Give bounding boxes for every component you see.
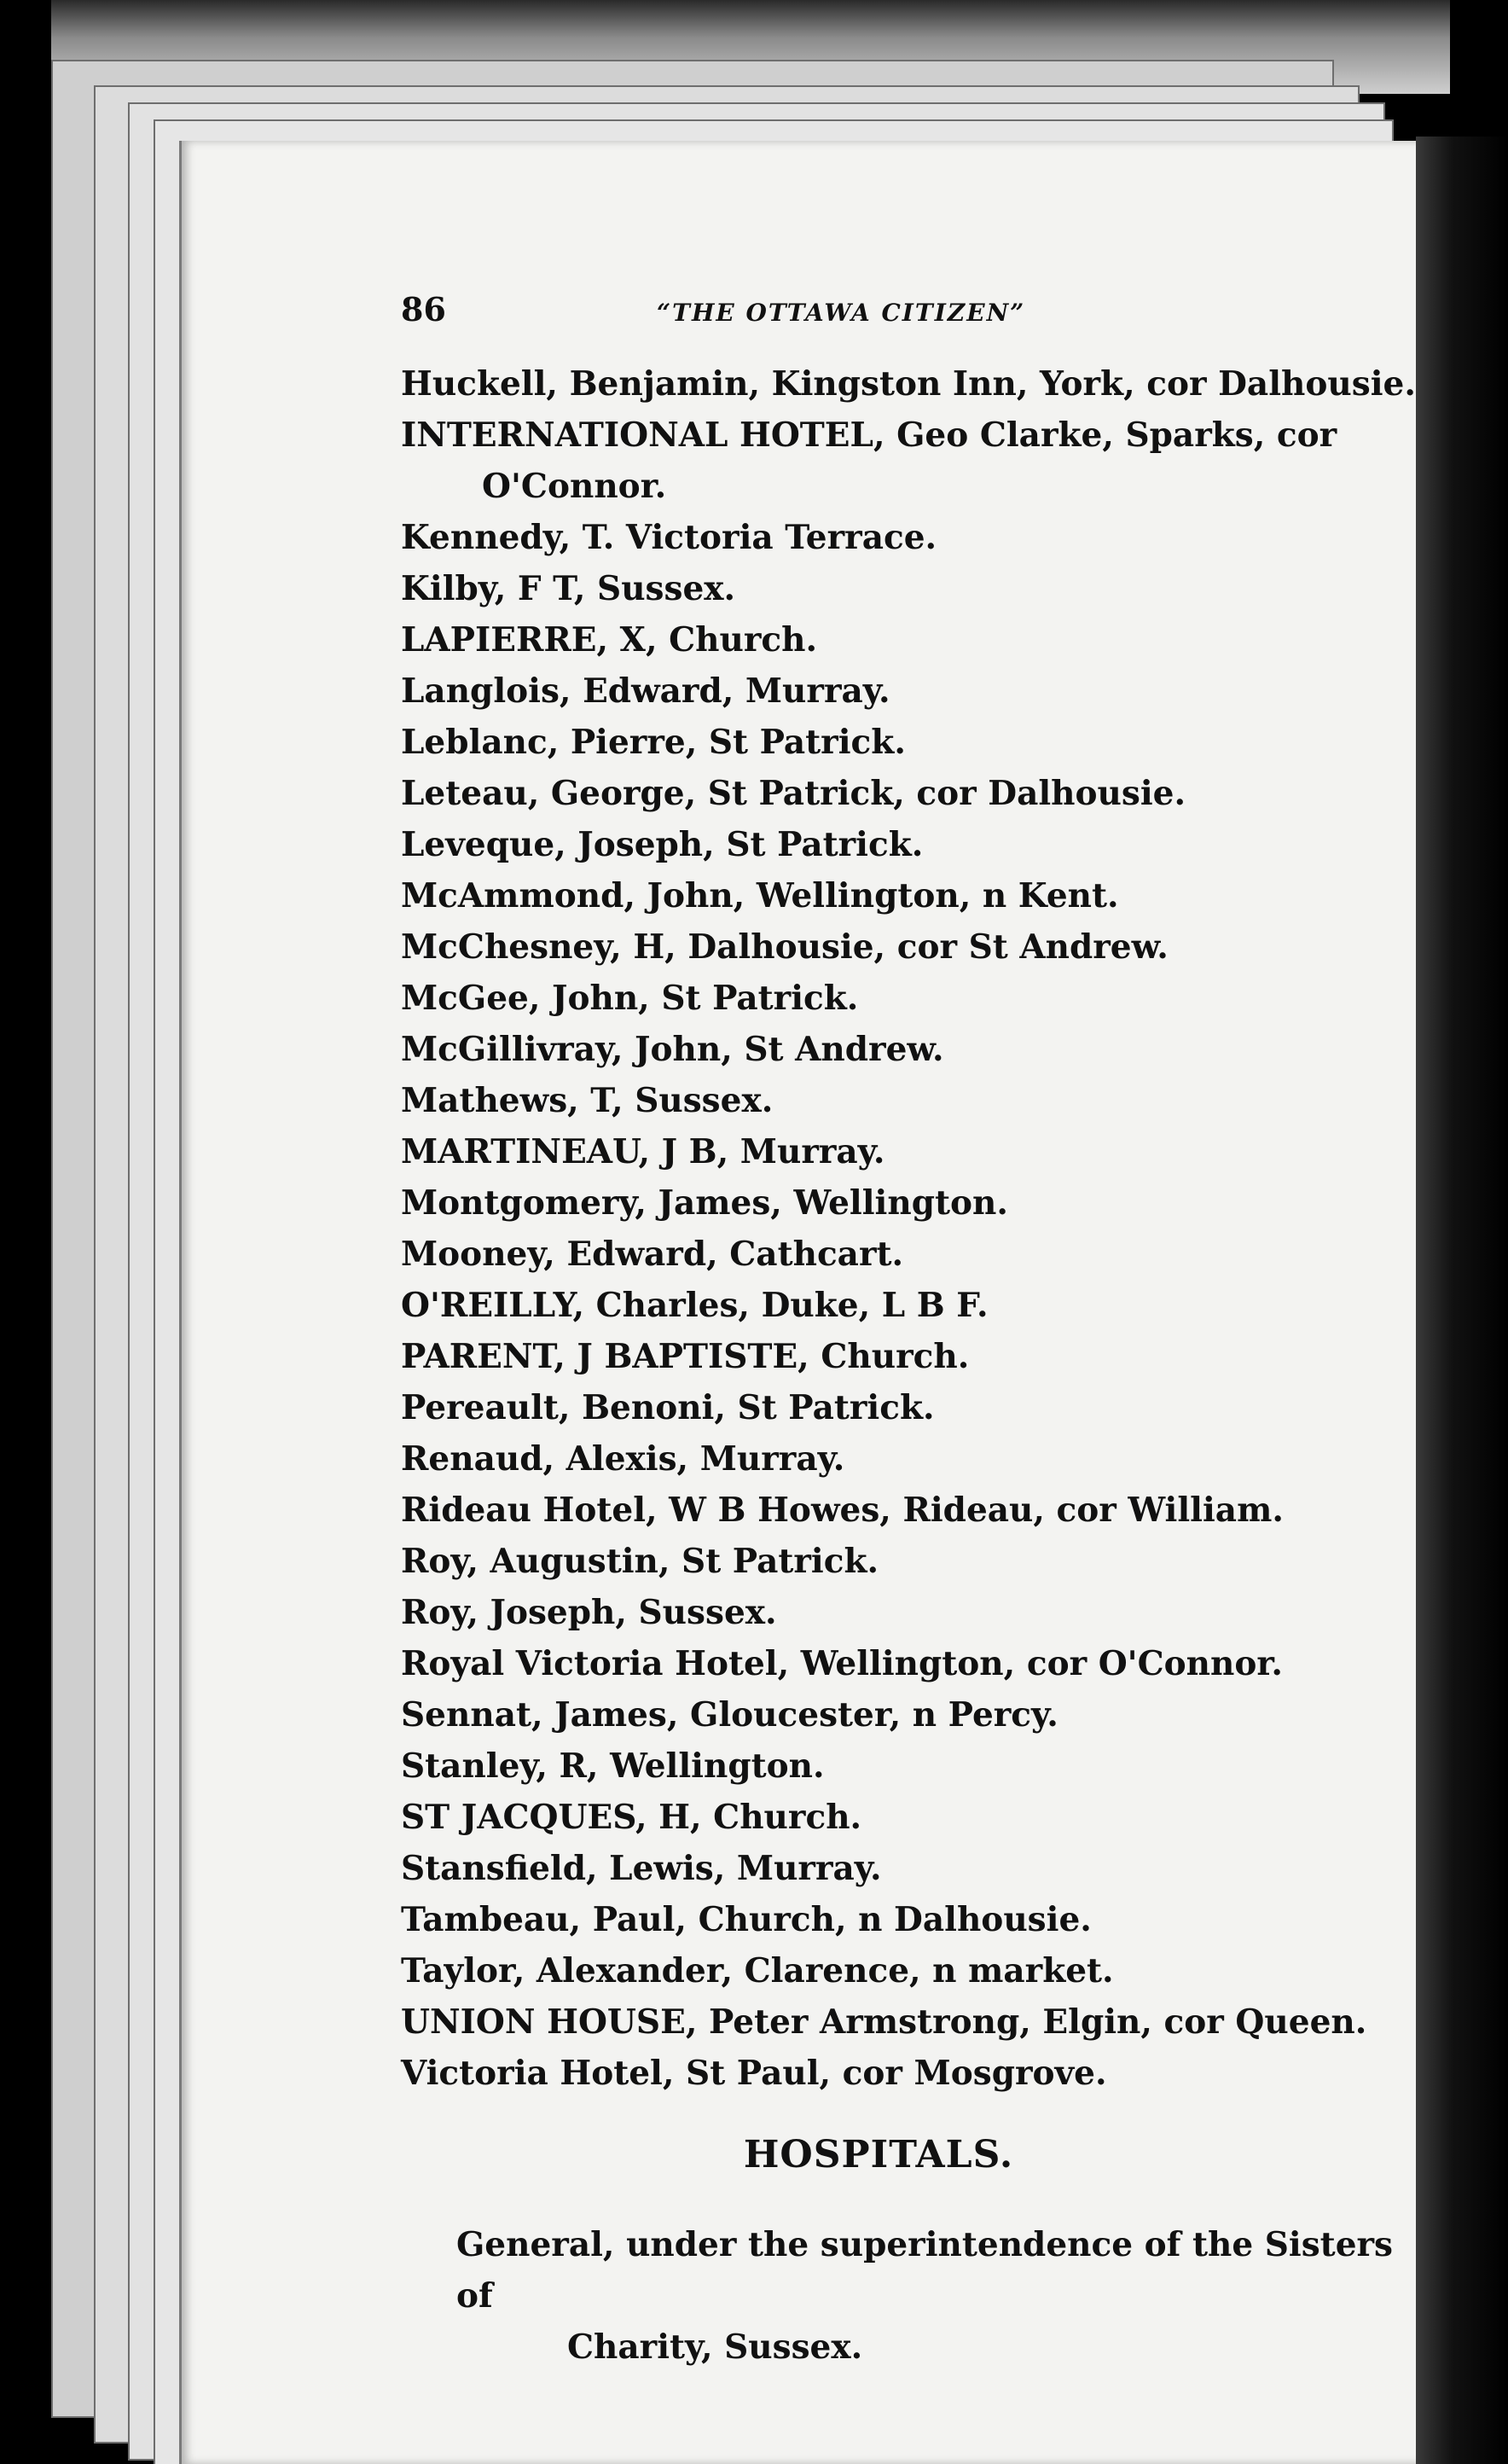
directory-entry: UNION HOUSE, Peter Armstrong, Elgin, cor Queen. [401, 2002, 1367, 2042]
directory-entry: Huckell, Benjamin, Kingston Inn, York, cor Dalhousie. [401, 364, 1416, 404]
directory-entry: Tambeau, Paul, Church, n Dalhousie. [401, 1900, 1092, 1939]
directory-entries [401, 358, 1416, 2099]
directory-entry: PARENT, J BAPTISTE, Church. [401, 1337, 970, 1376]
directory-entry: Stansfield, Lewis, Murray. [401, 1849, 882, 1888]
hospital-entry-line: Charity, Sussex. [567, 2327, 863, 2367]
directory-entry: Stanley, R, Wellington. [401, 1746, 825, 1786]
directory-entry: Sennat, James, Gloucester, n Percy. [401, 1695, 1058, 1735]
directory-entry: Rideau Hotel, W B Howes, Rideau, cor William. [401, 1491, 1284, 1530]
running-head: “THE OTTAWA CITIZEN” [657, 299, 1026, 327]
page-number: 86 [401, 290, 446, 328]
directory-entry: LAPIERRE, X, Church. [401, 620, 818, 660]
directory-entry: Roy, Joseph, Sussex. [401, 1593, 777, 1632]
directory-entry: Renaud, Alexis, Murray. [401, 1439, 845, 1479]
book-gutter [1416, 137, 1508, 2464]
directory-entry: O'REILLY, Charles, Duke, L B F. [401, 1286, 989, 1325]
directory-entry: INTERNATIONAL HOTEL, Geo Clarke, Sparks, cor [401, 416, 1337, 455]
directory-entry: Leblanc, Pierre, St Patrick. [401, 723, 906, 762]
directory-entry: McChesney, H, Dalhousie, cor St Andrew. [401, 927, 1169, 967]
entry-continuation: O'Connor. [482, 467, 667, 506]
directory-entry: Kennedy, T. Victoria Terrace. [401, 518, 937, 557]
directory-entry: Victoria Hotel, St Paul, cor Mosgrove. [401, 2054, 1107, 2093]
directory-entry: Kilby, F T, Sussex. [401, 569, 736, 608]
directory-entry: Leteau, George, St Patrick, cor Dalhousie. [401, 774, 1186, 813]
directory-entry: Montgomery, James, Wellington. [401, 1183, 1008, 1223]
hospital-entry-line: General, under the superintendence of the Sisters of [456, 2225, 1394, 2316]
section-heading: HOSPITALS. [743, 2133, 1014, 2176]
directory-entry: Taylor, Alexander, Clarence, n market. [401, 1951, 1114, 1990]
directory-entry: McAmmond, John, Wellington, n Kent. [401, 876, 1119, 915]
directory-entry: Mathews, T, Sussex. [401, 1081, 774, 1120]
directory-entry: Royal Victoria Hotel, Wellington, cor O'Connor. [401, 1644, 1283, 1683]
hospital-entry [456, 2219, 1395, 2373]
directory-entry: McGee, John, St Patrick. [401, 979, 859, 1018]
page-header [401, 290, 1407, 358]
directory-entry: ST JACQUES, H, Church. [401, 1798, 862, 1837]
directory-entry: Langlois, Edward, Murray. [401, 671, 890, 711]
directory-entry: McGillivray, John, St Andrew. [401, 1030, 944, 1069]
directory-entry: Pereault, Benoni, St Patrick. [401, 1388, 935, 1427]
page-content [222, 290, 1416, 2373]
directory-entry: Leveque, Joseph, St Patrick. [401, 825, 924, 864]
directory-entry: Mooney, Edward, Cathcart. [401, 1235, 904, 1274]
directory-entry: Roy, Augustin, St Patrick. [401, 1542, 879, 1581]
directory-entry: MARTINEAU, J B, Murray. [401, 1132, 885, 1171]
